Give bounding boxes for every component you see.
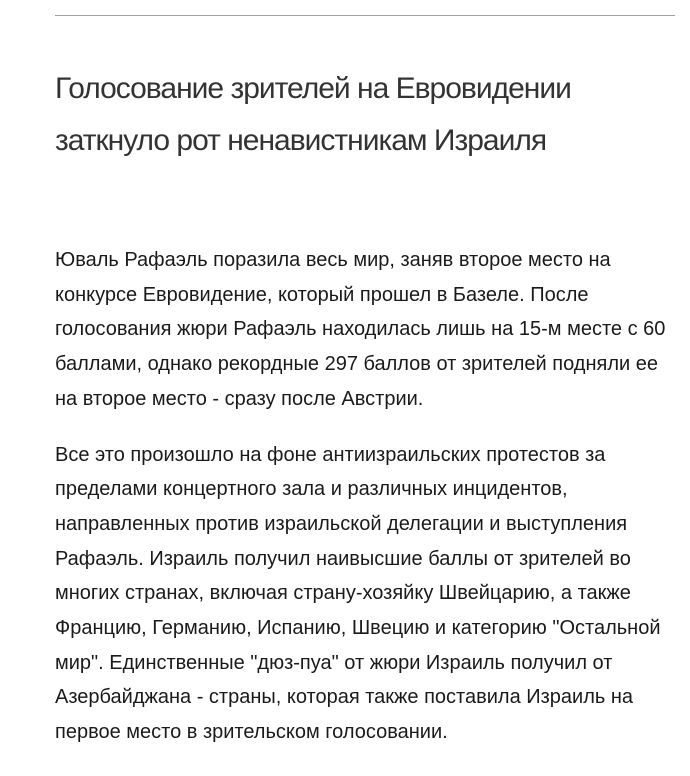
article-paragraph-2: Все это произошло на фоне антиизраильских протестов за пределами концертного зала и различных инцидентов, направленных против израильской делегации и выступления Рафаэль. Израиль получил наивысшие баллы от зрителей во многих странах, включая страну-хозяйку Швейцарию, а также Францию, Германию, Испанию, Швецию и категорию "Остальной мир". Единственные "дюз-пуа" от жюри Израиль получил от Азербайджана - страны, которая также поставила Израиль на первое место в зрительском голосовании. bbox=[55, 443, 661, 744]
top-divider bbox=[55, 15, 675, 16]
article-body bbox=[55, 243, 680, 771]
article-title: Голосование зрителей на Евровидении заткнуло рот ненавистникам Израиля bbox=[55, 72, 571, 157]
article-paragraph-1: Юваль Рафаэль поразила весь мир, заняв второе место на конкурсе Евровидение, который прошел в Базеле. После голосования жюри Рафаэль находилась лишь на 15-м месте с 60 баллами, однако рекордные 297 баллов от зрителей подняли ее на второе место - сразу после Австрии. bbox=[55, 249, 666, 410]
